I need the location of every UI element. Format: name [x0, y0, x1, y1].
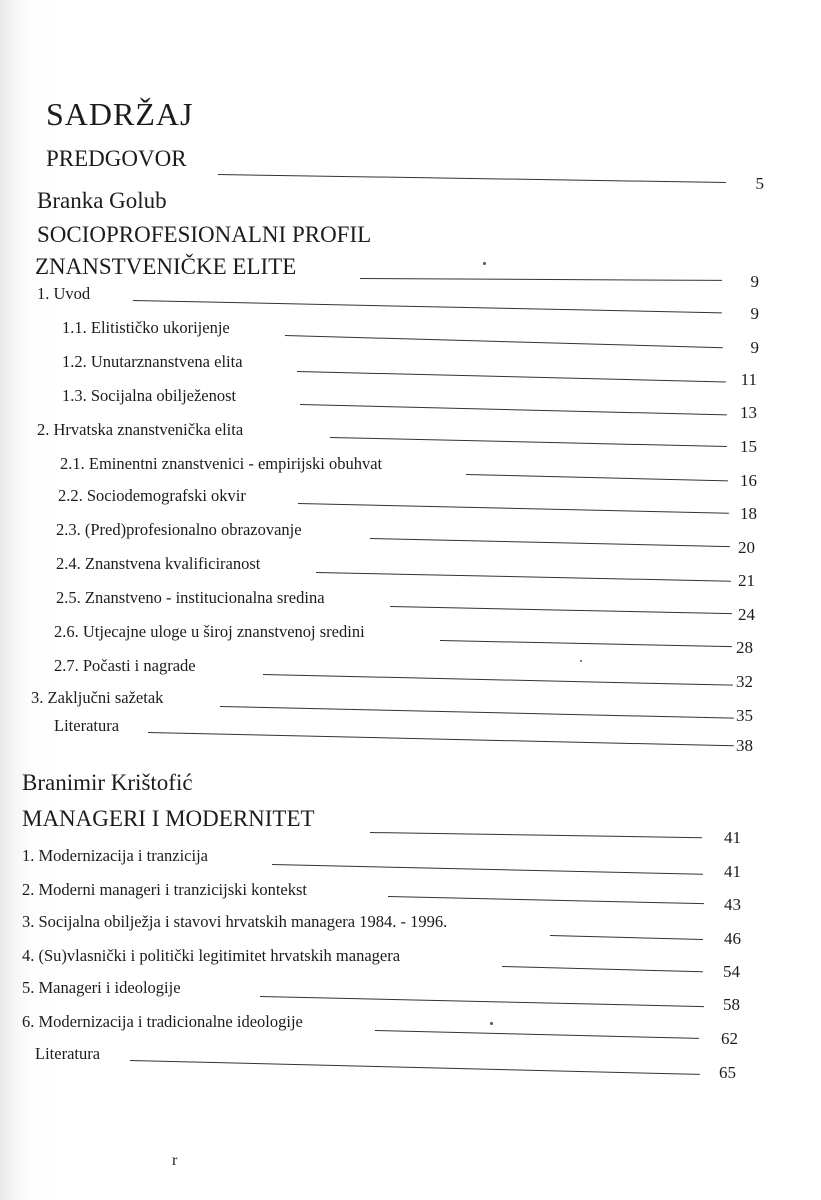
leader-line: [502, 966, 703, 972]
toc-entry: 2.7. Počasti i nagrade: [54, 656, 196, 675]
print-speck: [580, 660, 582, 662]
page-number: 58: [723, 995, 740, 1014]
leader-line: [130, 1060, 700, 1075]
toc-entry: Literatura: [35, 1044, 101, 1063]
toc-entry: 2.1. Eminentni znanstvenici - empirijski obuhvat: [60, 454, 383, 473]
toc-entry: Literatura: [54, 716, 120, 735]
leader-line: [388, 896, 704, 904]
chapter-title: SOCIOPROFESIONALNI PROFIL: [37, 222, 372, 247]
page-number: 43: [724, 895, 741, 914]
page-number: 16: [740, 471, 757, 490]
author-name: Branka Golub: [37, 188, 167, 213]
page-number: 11: [740, 370, 757, 389]
page-number: 20: [738, 538, 755, 557]
leader-line: [390, 606, 732, 614]
leader-line: [297, 371, 726, 382]
toc-entry: 2. Hrvatska znanstvenička elita: [37, 420, 244, 439]
leader-line: [300, 404, 727, 415]
toc-entry: 2. Moderni manageri i tranzicijski kontekst: [22, 880, 308, 899]
toc-entry: 5. Manageri i ideologije: [22, 978, 181, 997]
page-number: 35: [736, 706, 753, 725]
page-number: 38: [736, 736, 753, 755]
page-number: 9: [750, 338, 759, 357]
leader-line: [148, 732, 734, 746]
leader-line: [370, 832, 702, 838]
page-number: 21: [738, 571, 755, 590]
page-number: 15: [740, 437, 757, 456]
leader-line: [360, 278, 722, 281]
print-speck: [490, 1022, 493, 1025]
page-title: SADRŽAJ: [46, 96, 194, 132]
author-name: Branimir Krištofić: [22, 770, 193, 795]
toc-entry: 6. Modernizacija i tradicionalne ideologije: [22, 1012, 303, 1031]
leader-line: [330, 437, 727, 447]
leader-line: [272, 864, 703, 875]
toc-entry: 3. Zaključni sažetak: [31, 688, 164, 707]
toc-entry: 1. Uvod: [37, 284, 91, 303]
leader-line: [440, 640, 732, 647]
chapter-title: MANAGERI I MODERNITET: [22, 806, 315, 831]
leader-line: [466, 474, 728, 481]
toc-entry: 2.6. Utjecajne uloge u široj znanstvenoj sredini: [54, 622, 365, 641]
toc-entry: 2.5. Znanstveno - institucionalna sredina: [56, 588, 325, 607]
stray-mark: r: [172, 1152, 178, 1169]
toc-entry: 2.2. Sociodemografski okvir: [58, 486, 246, 505]
leader-line: [260, 996, 704, 1007]
page-number: 5: [755, 174, 764, 193]
page-number: 41: [724, 828, 741, 847]
toc-entry: 4. (Su)vlasnički i politički legitimitet hrvatskih managera: [22, 946, 401, 965]
leader-line: [133, 300, 722, 313]
page-number: 13: [740, 403, 757, 422]
toc-entry: 1.2. Unutarznanstvena elita: [62, 352, 243, 371]
leader-line: [316, 572, 731, 582]
page-number: 65: [719, 1063, 736, 1082]
page-number: 18: [740, 504, 757, 523]
page-number: 62: [721, 1029, 738, 1048]
toc-entry: 2.4. Znanstvena kvalificiranost: [56, 554, 261, 573]
page-number: 32: [736, 672, 753, 691]
toc-entry: 3. Socijalna obilježja i stavovi hrvatskih managera 1984. - 1996.: [22, 912, 448, 931]
page-number: 28: [736, 638, 753, 657]
leader-line: [220, 706, 734, 719]
page-number: 46: [724, 929, 741, 948]
page-number: 41: [724, 862, 741, 881]
page-number: 9: [750, 272, 759, 291]
leader-line: [263, 674, 733, 686]
page-number: 54: [723, 962, 740, 981]
page-number: 24: [738, 605, 755, 624]
leader-line: [285, 335, 723, 348]
toc-entry: 2.3. (Pred)profesionalno obrazovanje: [56, 520, 302, 539]
page-number: 9: [750, 304, 759, 323]
toc-entry: 1.3. Socijalna obilježenost: [62, 386, 237, 405]
toc-entry: 1.1. Elitističko ukorijenje: [62, 318, 230, 337]
leader-line: [370, 538, 730, 547]
toc-entry: 1. Modernizacija i tranzicija: [22, 846, 208, 865]
print-speck: [483, 262, 486, 265]
toc-item-predgovor: PREDGOVOR: [46, 146, 187, 171]
leader-line: [550, 935, 703, 940]
leader-line: [218, 174, 726, 183]
leader-line: [298, 503, 729, 514]
leader-line: [375, 1030, 699, 1039]
chapter-title: ZNANSTVENIČKE ELITE: [35, 254, 297, 279]
